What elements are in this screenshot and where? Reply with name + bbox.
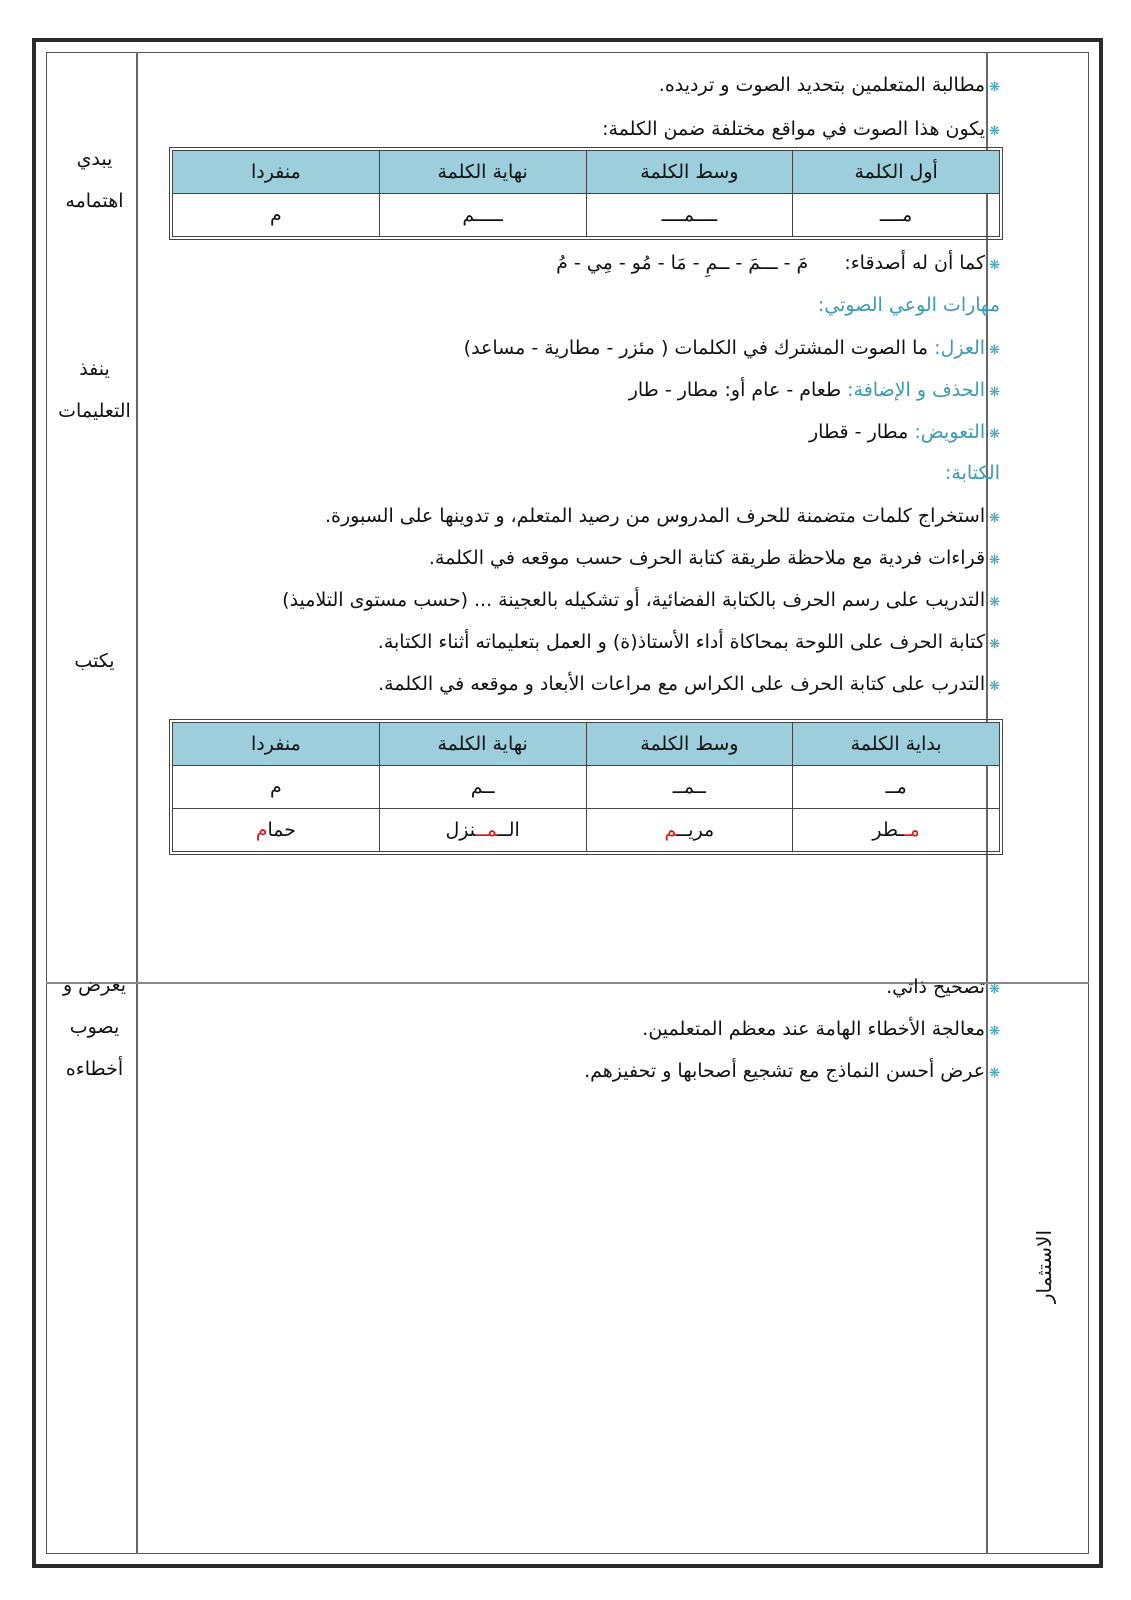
line-text: معالجة الأخطاء الهامة عند معظم المتعلمين. xyxy=(642,1018,986,1040)
table-cell: ــــمــــ xyxy=(586,194,793,237)
line-text: التدرب على كتابة الحرف على الكراس مع مراعات الأبعاد و موقعه في الكلمة. xyxy=(378,673,986,695)
bullet-icon: ❋ xyxy=(989,124,1000,139)
table-cell: ـــــم xyxy=(379,194,586,237)
bullet-icon: ❋ xyxy=(989,637,1000,652)
label-line: يصوب xyxy=(69,1016,120,1038)
example-word-matar xyxy=(793,809,1000,852)
line-text: طعام - عام أو: مطار - طار xyxy=(628,379,842,401)
writing-step xyxy=(282,589,1000,611)
table-header: نهاية الكلمة xyxy=(379,151,586,194)
table-header: منفردا xyxy=(173,723,380,766)
table-header: منفردا xyxy=(173,151,380,194)
highlight-letter: مـ xyxy=(904,819,920,841)
table-cell: مــ xyxy=(793,766,1000,809)
example-word-maryam xyxy=(586,809,793,852)
isolation-line xyxy=(464,337,1000,359)
bullet-icon: ❋ xyxy=(989,427,1000,442)
correction-step xyxy=(642,1018,1000,1040)
writing-step xyxy=(325,505,1000,527)
bullet-icon: ❋ xyxy=(989,1024,1000,1039)
writing-step xyxy=(429,547,1000,569)
writing-step xyxy=(378,673,1000,695)
label-line: التعليمات xyxy=(58,400,131,422)
line-label: الحذف و الإضافة: xyxy=(847,379,986,401)
word-part: حما xyxy=(267,819,297,841)
left-column-divider xyxy=(136,52,138,1554)
bullet-icon: ❋ xyxy=(989,385,1000,400)
writing-title: الكتابة: xyxy=(945,462,1000,484)
table-cell: ــم xyxy=(379,766,586,809)
line-text: مطار - قطار xyxy=(809,421,909,443)
bullet-icon: ❋ xyxy=(989,553,1000,568)
word-part: الــ xyxy=(497,819,520,841)
line-text: ما الصوت المشترك في الكلمات ( مئزر - مطارية - مساعد) xyxy=(463,337,929,359)
label-line: يكتب xyxy=(74,650,115,672)
instruction-line xyxy=(659,74,1000,96)
table-header: بداية الكلمة xyxy=(793,723,1000,766)
table-header: وسط الكلمة xyxy=(586,723,793,766)
letter-position-table xyxy=(172,150,1000,237)
word-part: مريــ xyxy=(677,819,715,841)
correction-step xyxy=(584,1060,1000,1082)
table-cell: م xyxy=(173,766,380,809)
substitution-line xyxy=(809,421,1000,443)
table-cell: م xyxy=(173,194,380,237)
bullet-icon: ❋ xyxy=(989,595,1000,610)
label-line: ينفذ xyxy=(79,358,110,380)
line-label: التعويض: xyxy=(914,421,986,443)
main-content xyxy=(148,0,1000,1600)
line-text: عرض أحسن النماذج مع تشجيع أصحابها و تحفيزهم. xyxy=(584,1060,986,1082)
friends-line xyxy=(556,252,1000,274)
label-corrects-errors xyxy=(48,964,141,1090)
bullet-icon: ❋ xyxy=(989,679,1000,694)
word-part: ـطر xyxy=(872,819,905,841)
deletion-addition-line xyxy=(629,379,1000,401)
letter-writing-table xyxy=(172,722,1000,852)
label-line: اهتمامه xyxy=(65,190,124,212)
label-follows-instructions xyxy=(48,348,141,432)
table-cell: ــمــ xyxy=(586,766,793,809)
instruction-line xyxy=(602,118,1000,140)
table-cell: مــــ xyxy=(793,194,1000,237)
line-text: استخراج كلمات متضمنة للحرف المدروس من رصيد المتعلم، و تدوينها على السبورة. xyxy=(325,505,986,527)
investment-label: الاستثمار xyxy=(1032,1230,1056,1304)
bullet-icon: ❋ xyxy=(989,343,1000,358)
line-label: العزل: xyxy=(934,337,986,359)
line-text: تصحيح ذاتي. xyxy=(886,976,986,998)
example-word-hammam xyxy=(173,809,380,852)
writing-step xyxy=(378,631,1000,653)
bullet-icon: ❋ xyxy=(989,1066,1000,1081)
line-text: كتابة الحرف على اللوحة بمحاكاة أداء الأستاذ(ة) و العمل بتعليماته أثناء الكتابة. xyxy=(377,631,986,653)
label-line: يبدي xyxy=(76,148,113,170)
line-text: كما أن له أصدقاء: xyxy=(844,252,986,274)
label-line: يعرض و xyxy=(62,974,127,996)
bullet-icon: ❋ xyxy=(989,80,1000,95)
word-part: نزل xyxy=(445,819,476,841)
bullet-icon: ❋ xyxy=(989,982,1000,997)
line-text: التدريب على رسم الحرف بالكتابة الفضائية، أو تشكيله بالعجينة ... (حسب مستوى التلاميذ) xyxy=(282,589,986,611)
bullet-icon: ❋ xyxy=(989,258,1000,273)
table-header: نهاية الكلمة xyxy=(379,723,586,766)
label-shows-interest xyxy=(48,138,141,222)
table-header: أول الكلمة xyxy=(793,151,1000,194)
example-word-manzil xyxy=(379,809,586,852)
phonological-title: مهارات الوعي الصوتي: xyxy=(817,294,1000,316)
friends-values: مَ - ـــمَ - ــمِ - مَا - مُو - مِي - مُ xyxy=(556,252,809,274)
line-text: يكون هذا الصوت في مواقع مختلفة ضمن الكلمة: xyxy=(602,118,986,140)
table-header: وسط الكلمة xyxy=(586,151,793,194)
highlight-letter: م xyxy=(664,819,678,841)
line-text: مطالبة المتعلمين بتحديد الصوت و ترديده. xyxy=(658,74,986,96)
label-line: أخطاءه xyxy=(65,1058,124,1080)
bullet-icon: ❋ xyxy=(989,511,1000,526)
correction-step xyxy=(886,976,1000,998)
label-writes xyxy=(48,640,141,682)
highlight-letter: م xyxy=(255,819,268,841)
highlight-letter: مــ xyxy=(475,819,498,841)
line-text: قراءات فردية مع ملاحظة طريقة كتابة الحرف حسب موقعه في الكلمة. xyxy=(428,547,986,569)
